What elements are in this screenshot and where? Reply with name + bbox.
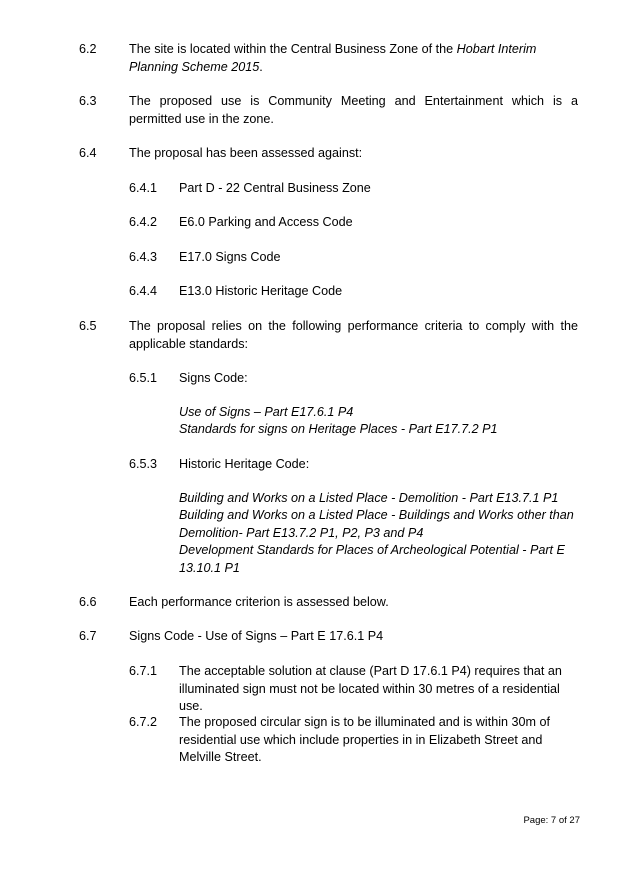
section-number: 6.5: [79, 319, 97, 333]
section-number: 6.4: [79, 146, 97, 160]
subsection-number: 6.4.3: [129, 250, 158, 264]
page-number: Page: 7 of 27: [523, 815, 580, 826]
criteria-line: Building and Works on a Listed Place - Buildings and Works other than Demolition- Part E13.7.2 P1, P2, P3 and P4: [179, 508, 574, 540]
subsection-text: E17.0 Signs Code: [179, 250, 281, 264]
subsection-text: Part D - 22 Central Business Zone: [179, 181, 371, 195]
criteria-line: Standards for signs on Heritage Places - Part E17.7.2 P1: [179, 422, 498, 436]
subsection-text: E13.0 Historic Heritage Code: [179, 284, 343, 298]
subsection-number: 6.5.1: [129, 371, 158, 385]
section-number: 6.2: [79, 42, 97, 56]
subsection-number: 6.7.1: [129, 664, 158, 678]
section-text: The proposed use is Community Meeting and Entertainment which is a permitted use in the zone.: [129, 94, 578, 126]
subsection-number: 6.4.1: [129, 181, 158, 195]
section-text: The proposal relies on the following performance criteria to comply with the applicable standards:: [129, 319, 578, 351]
section-text: The site is located within the Central Business Zone of the Hobart Interim Planning Scheme 2015.: [129, 42, 537, 74]
subsection-text: The proposed circular sign is to be illuminated and is within 30m of residential use which include properties in in Elizabeth Street and Melville Street.: [179, 715, 551, 764]
subsection-text: Historic Heritage Code:: [179, 457, 310, 471]
criteria-line: Building and Works on a Listed Place - Demolition - Part E13.7.1 P1: [179, 491, 559, 505]
criteria-line: Use of Signs – Part E17.6.1 P4: [179, 405, 354, 419]
criteria-line: Development Standards for Places of Archeological Potential - Part E 13.10.1 P1: [179, 543, 565, 575]
section-number: 6.6: [79, 595, 97, 609]
subsection-text: Signs Code:: [179, 371, 248, 385]
section-number: 6.7: [79, 629, 97, 643]
subsection-text: E6.0 Parking and Access Code: [179, 215, 353, 229]
subsection-text: The acceptable solution at clause (Part D 17.6.1 P4) requires that an illuminated sign must not be located within 30 metres of a residential use.: [179, 664, 562, 713]
section-text: Each performance criterion is assessed below.: [129, 595, 389, 609]
section-text: The proposal has been assessed against:: [129, 146, 363, 160]
section-text: Signs Code - Use of Signs – Part E 17.6.1 P4: [129, 629, 384, 643]
subsection-number: 6.7.2: [129, 715, 158, 729]
subsection-number: 6.4.4: [129, 284, 158, 298]
subsection-number: 6.4.2: [129, 215, 158, 229]
section-number: 6.3: [79, 94, 97, 108]
subsection-number: 6.5.3: [129, 457, 158, 471]
